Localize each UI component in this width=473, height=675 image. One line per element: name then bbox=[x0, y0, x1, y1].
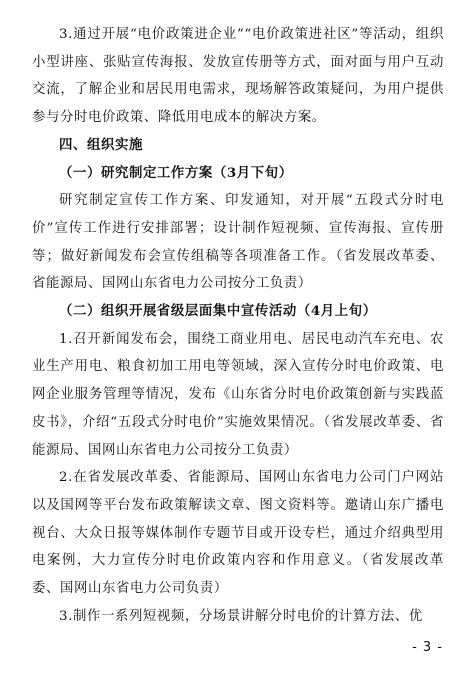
subheading-provincial-campaign: （二）组织开展省级层面集中宣传活动（4月上旬） bbox=[59, 303, 377, 320]
subheading-work-plan: （一）研究制定工作方案（3月下旬） bbox=[59, 164, 293, 181]
section-heading-implementation: 四、组织实施 bbox=[59, 137, 143, 153]
paragraph-press-conference: 1.召开新闻发布会，围绕工商业用电、居民电动汽车充电、农业生产用电、粮食初加工用电等领域，深入宣传分时电价政策、电网企业服务管理等情况，发布《山东省分时电价政策创新与实践蓝皮书》，介绍“五段式分时电价”实施效果情况。（省发展改革委、省能源局、国网山东省电力公司按分工负责） bbox=[32, 331, 444, 458]
paragraph-short-videos: 3.制作一系列短视频，分场景讲解分时电价的计算方法、优 bbox=[59, 608, 423, 624]
document-body bbox=[32, 21, 444, 630]
page-number: - 3 - bbox=[412, 640, 443, 655]
paragraph-work-plan: 研究制定宣传工作方案、印发通知，对开展“五段式分时电价”宣传工作进行安排部署；设计制作短视频、宣传海报、宣传册等；做好新闻发布会宣传组稿等各项准备工作。（省发展改革委、省能源局、国网山东省电力公司按分工负责） bbox=[32, 193, 444, 292]
paragraph-media-publication: 2.在省发展改革委、省能源局、国网山东省电力公司门户网站以及国网等平台发布政策解读文章、图文资料等。邀请山东广播电视台、大众日报等媒体制作专题节目或开设专栏，通过介绍典型用电案例，大力宣传分时电价政策内容和作用意义。（省发展改革委、国网山东省电力公司负责） bbox=[32, 470, 444, 597]
paragraph-activities: 3.通过开展“电价政策进企业”“电价政策进社区”等活动，组织小型讲座、张贴宣传海报、发放宣传册等方式，面对面与用户互动交流，了解企业和居民用电需求，现场解答政策疑问，为用户提供参与分时电价政策、降低用电成本的解决方案。 bbox=[32, 27, 444, 126]
